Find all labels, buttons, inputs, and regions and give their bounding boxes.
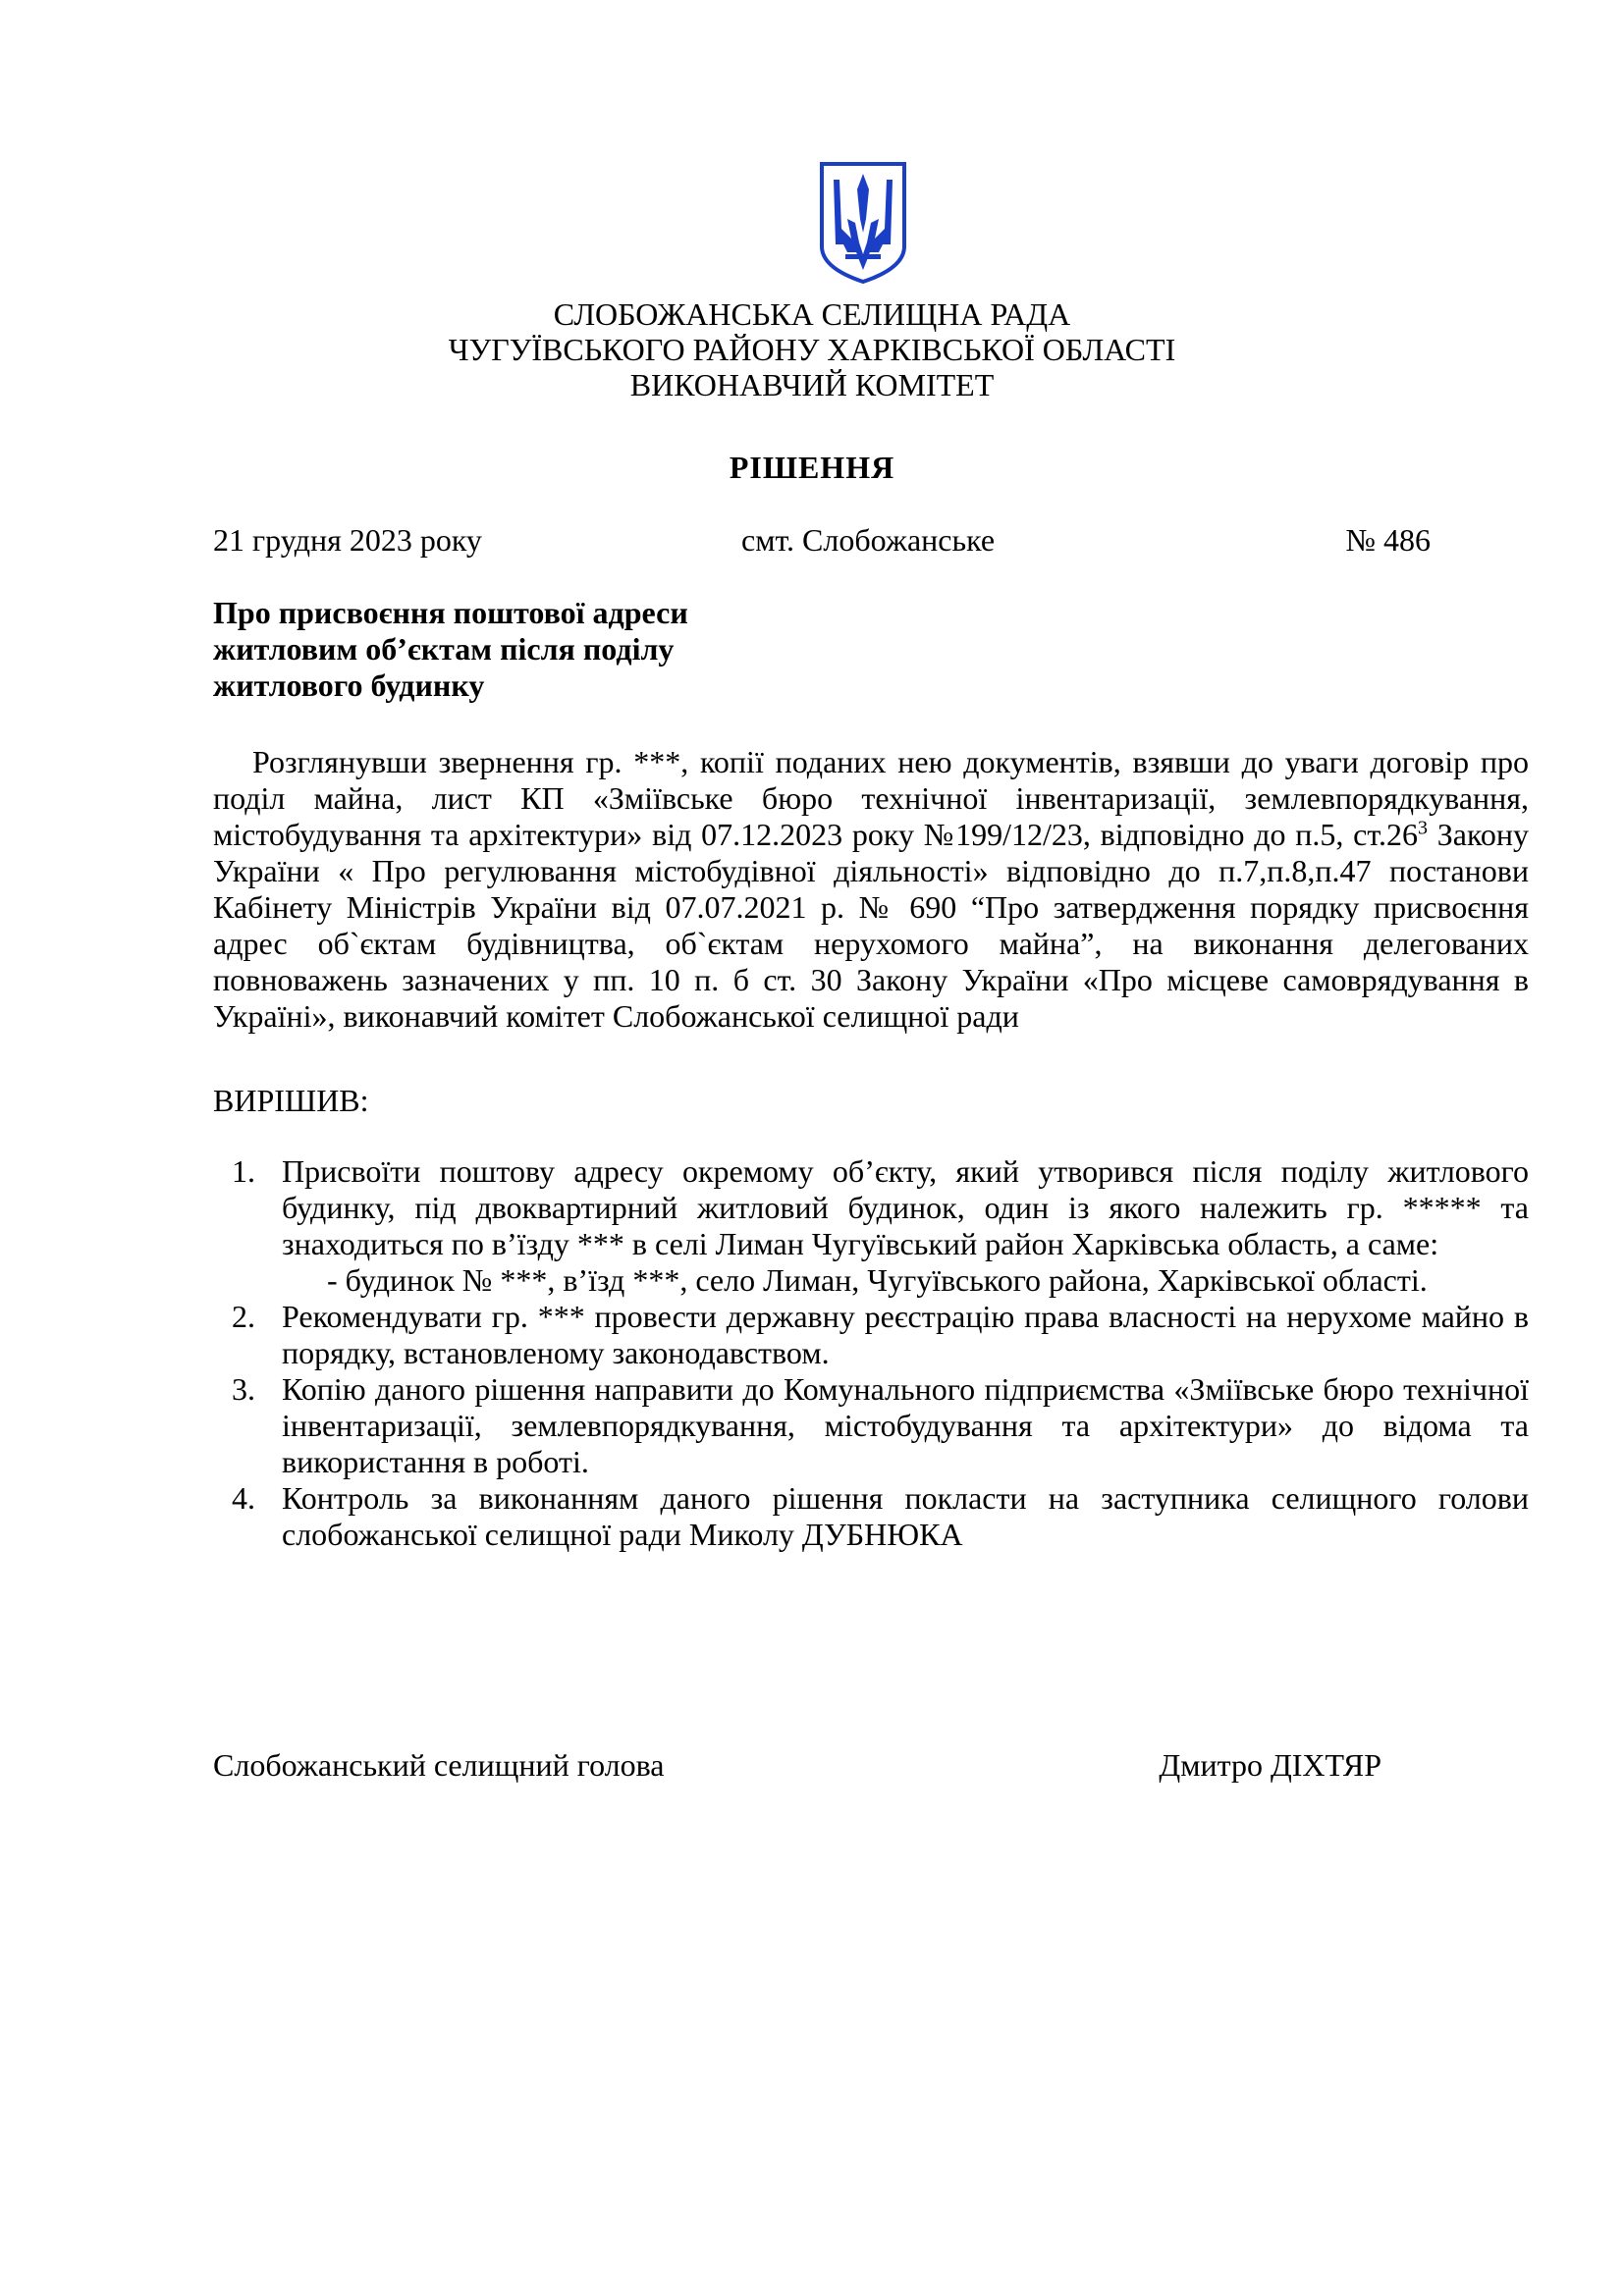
signatory-name: Дмитро ДІХТЯР bbox=[1159, 1747, 1381, 1783]
article-superscript: 3 bbox=[1417, 817, 1428, 839]
preamble-paragraph bbox=[213, 744, 1529, 1035]
subject-line: Про присвоєння поштової адреси bbox=[213, 595, 688, 630]
document-meta bbox=[213, 522, 1431, 561]
item-text: Присвоїти поштову адресу окремому об’єкту, який утворився після поділу житлового будинку, під двоквартирний житловий будинок, один із якого належить гр. ***** та знаходиться по в’їзду *** в селі Лиман Чугуївський район Харківська область, а саме: bbox=[282, 1153, 1529, 1261]
item-number: 3. bbox=[232, 1371, 255, 1407]
decided-heading: ВИРІШИВ: bbox=[213, 1083, 369, 1118]
list-item bbox=[213, 1153, 1529, 1299]
list-item bbox=[213, 1371, 1529, 1480]
document-subject bbox=[213, 595, 763, 704]
item-text: Копію даного рішення направити до Комунального підприємства «Зміївське бюро технічної інвентаризації, землевпорядкування, містобудування та архітектури» до відома та використання в роботі. bbox=[282, 1371, 1529, 1479]
document-title: РІШЕННЯ bbox=[729, 450, 895, 485]
decision-list bbox=[213, 1153, 1529, 1553]
header-district: ЧУГУЇВСЬКОГО РАЙОНУ ХАРКІВСЬКОЇ ОБЛАСТІ bbox=[448, 332, 1176, 367]
subject-line: житловим об’єктам після поділу bbox=[213, 631, 675, 667]
signatory-position: Слобожанський селищний голова bbox=[213, 1747, 665, 1783]
document-place: смт. Слобожанське bbox=[741, 522, 996, 558]
subject-line: житлового будинку bbox=[213, 667, 485, 703]
item-number: 1. bbox=[232, 1153, 255, 1189]
organization-header bbox=[0, 296, 1624, 402]
preamble bbox=[213, 744, 1529, 1035]
item-text: Контроль за виконанням даного рішення покласти на заступника селищного голови слобожанської селищної ради Миколу ДУБНЮКА bbox=[282, 1480, 1529, 1552]
list-item bbox=[213, 1480, 1529, 1553]
item-text: Рекомендувати гр. *** провести державну реєстрацію права власності на нерухоме майно в порядку, встановленому законодавством. bbox=[282, 1299, 1529, 1370]
signature-block bbox=[213, 1747, 1381, 1787]
trident-coat-of-arms-icon bbox=[818, 160, 908, 286]
document-date: 21 грудня 2023 року bbox=[213, 522, 482, 558]
item-number: 4. bbox=[232, 1480, 255, 1516]
list-item bbox=[213, 1299, 1529, 1371]
header-committee: ВИКОНАВЧИЙ КОМІТЕТ bbox=[629, 367, 995, 402]
preamble-text: Закону України « Про регулювання містобудівної діяльності» відповідно до п.7,п.8,п.47 постанови Кабінету Міністрів України від 07.07.2021 р. № 690 “Про затвердження порядку присвоєння адрес об`єктам будівництва, об`єктам нерухомого майна”, на виконання делегованих повноважень зазначених у пп. 10 п. б ст. 30 Закону України «Про місцеве самоврядування в Україні», виконавчий комітет Слобожанської селищної ради bbox=[213, 817, 1530, 1034]
document-number: № 486 bbox=[1345, 522, 1431, 558]
item-subtext: - будинок № ***, в’їзд ***, село Лиман, Чугуївського района, Харківської області. bbox=[327, 1262, 1428, 1298]
item-number: 2. bbox=[232, 1299, 255, 1334]
header-council: СЛОБОЖАНСЬКА СЕЛИЩНА РАДА bbox=[553, 296, 1071, 332]
preamble-text: Розглянувши звернення гр. ***, копії поданих нею документів, взявши до уваги договір про поділ майна, лист КП «Зміївське бюро технічної інвентаризації, землевпорядкування, містобудування та архітектури» від 07.12.2023 року №199/12/23, відповідно до п.5, ст.26 bbox=[213, 744, 1529, 852]
